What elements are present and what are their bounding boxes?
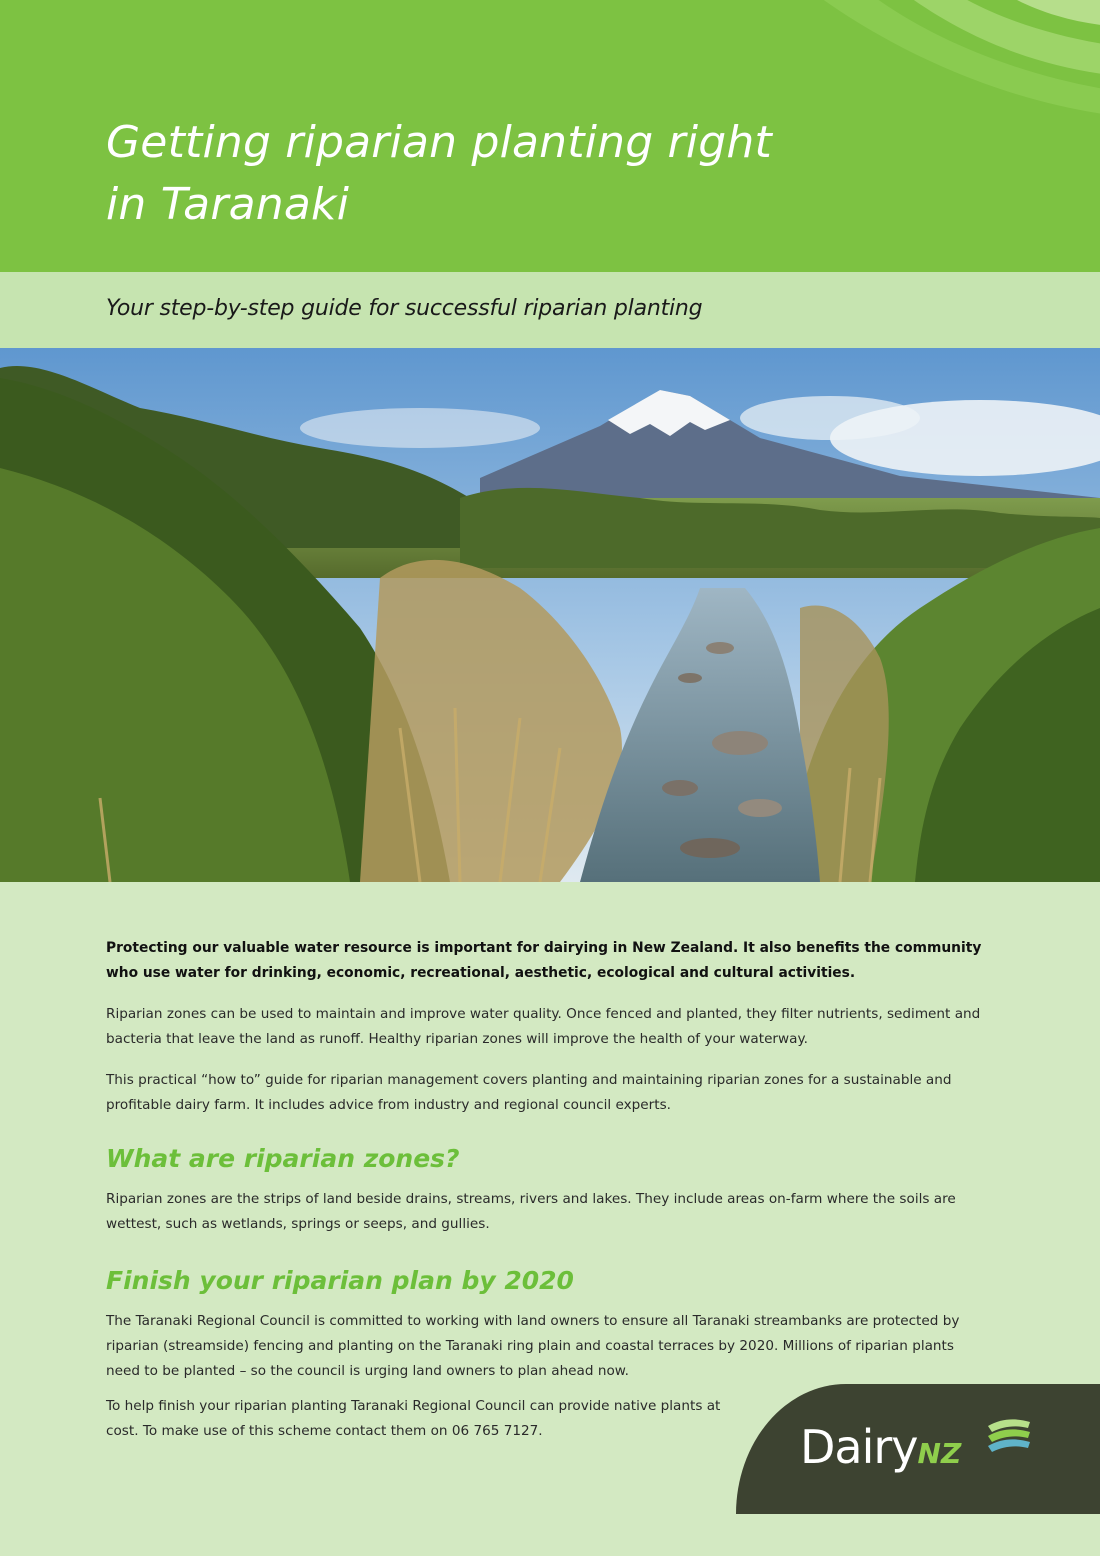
landscape-photo-icon [0, 348, 1100, 882]
title-line-2: in Taranaki [106, 179, 350, 230]
paragraph-council-commitment: The Taranaki Regional Council is committed to working with land owners to ensure all Taranaki streambanks are protected by riparian (streamside) fencing and planting on the Taranaki ring plain and coastal terraces by 2020. Millions of riparian plants need to be planted – so the council is urging land owners to plan ahead now. [106, 1313, 960, 1379]
dairynz-wave-icon [984, 1416, 1034, 1452]
heading-what-are-riparian-zones: What are riparian zones? [106, 1144, 460, 1173]
hero-image [0, 348, 1100, 882]
paragraph-riparian-definition: Riparian zones are the strips of land beside drains, streams, rivers and lakes. They include areas on-farm where the soils are wettest, such as wetlands, springs or seeps, and gullies. [106, 1191, 956, 1232]
logo-suffix: NZ [917, 1437, 962, 1470]
lead-paragraph: Protecting our valuable water resource is important for dairying in New Zealand. It also benefits the community who use water for drinking, economic, recreational, aesthetic, ecological and cultural activities. [106, 940, 982, 981]
title-line-1: Getting riparian planting right [106, 117, 772, 168]
paragraph-native-plants-contact: To help finish your riparian planting Taranaki Regional Council can provide native plants at cost. To make use of this scheme contact them on 06 765 7127. [106, 1398, 721, 1439]
subtitle: Your step-by-step guide for successful riparian planting [106, 296, 703, 321]
header-swoosh-decoration [770, 0, 1100, 130]
heading-finish-riparian-plan: Finish your riparian plan by 2020 [106, 1266, 574, 1295]
header-band [0, 0, 1100, 272]
page-title [106, 112, 866, 236]
dairynz-logo [800, 1420, 961, 1474]
logo-word: Dairy [800, 1420, 918, 1474]
paragraph-riparian-zones-use: Riparian zones can be used to maintain and improve water quality. Once fenced and planted, they filter nutrients, sediment and bacteria that leave the land as runoff. Healthy riparian zones will improve the health of your waterway. [106, 1006, 981, 1047]
paragraph-how-to-guide: This practical “how to” guide for riparian management covers planting and maintaining riparian zones for a sustainable and profitable dairy farm. It includes advice from industry and regional council experts. [106, 1072, 952, 1113]
